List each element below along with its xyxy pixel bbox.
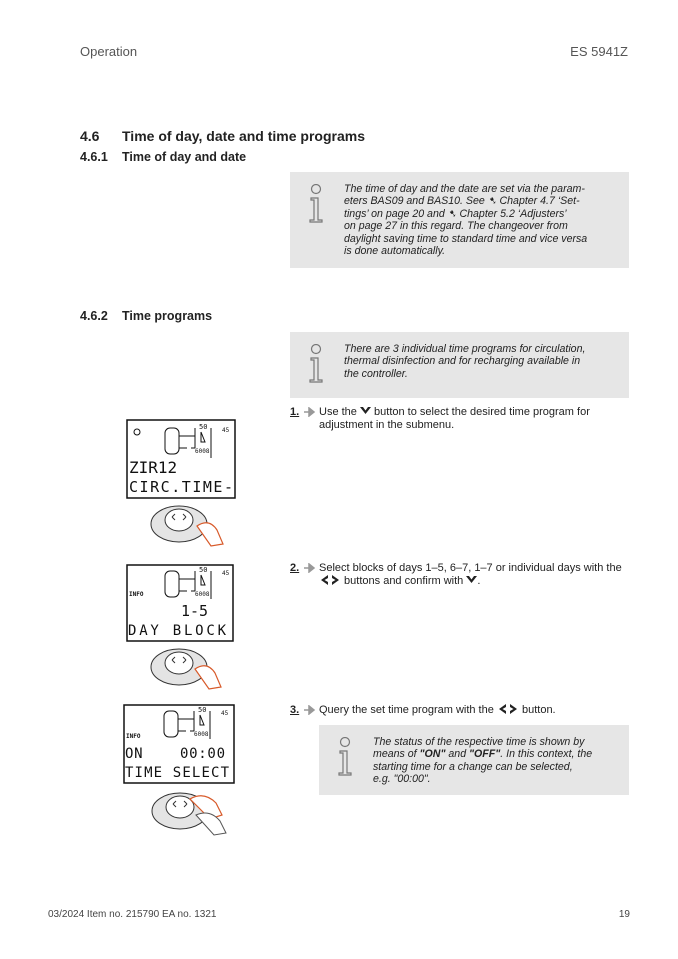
step-text-part: Select blocks of days 1–5, 6–7, 1–7 or individual days with the bbox=[319, 562, 622, 574]
section-heading bbox=[80, 128, 365, 144]
step-text-1 bbox=[319, 406, 590, 432]
chevron-down-icon bbox=[466, 575, 477, 585]
subsection-number-1: 4.6.1 bbox=[80, 150, 108, 164]
info-line: The time of day and the date are set via the param- bbox=[344, 183, 585, 195]
step-2 bbox=[290, 562, 630, 592]
display-line-1: ZIR12 bbox=[129, 458, 178, 477]
header-doc-id: ES 5941Z bbox=[570, 44, 628, 59]
on-label: "ON" bbox=[419, 748, 446, 761]
display-side: 45 bbox=[221, 710, 229, 717]
info-line: . In this context, the bbox=[500, 748, 593, 761]
controller-display-3 bbox=[122, 703, 247, 838]
display-small: 6008 bbox=[195, 448, 210, 455]
subsection-title-2: Time programs bbox=[122, 309, 213, 323]
info-line: The status of the respective time is shown by bbox=[373, 736, 585, 748]
info-text-3 bbox=[373, 736, 619, 786]
info-line: tings’ on page 20 and ➷ Chapter 5.2 ‘Adjusters’ bbox=[344, 207, 567, 220]
step-text-part: button to select the desired time program for bbox=[370, 406, 590, 418]
info-line: starting time for a change can be selected, bbox=[373, 760, 573, 773]
finger-icon bbox=[196, 813, 226, 835]
off-label: "OFF" bbox=[469, 748, 501, 761]
info-box-1 bbox=[290, 172, 629, 268]
subsection-number-2: 4.6.2 bbox=[80, 309, 108, 323]
display-number: 50 bbox=[199, 423, 208, 431]
display-line-2: DAY BLOCK bbox=[128, 623, 226, 639]
step-1 bbox=[290, 406, 630, 436]
chevron-left-icon bbox=[319, 575, 330, 585]
section-number: 4.6 bbox=[80, 128, 100, 144]
display-number: 50 bbox=[199, 566, 208, 574]
step-3 bbox=[290, 704, 630, 720]
info-box-3 bbox=[319, 725, 629, 795]
subsection-heading-2 bbox=[80, 309, 212, 323]
info-icon bbox=[308, 184, 328, 224]
subsection-title-1: Time of day and date bbox=[122, 150, 247, 164]
chevron-down-icon bbox=[360, 406, 371, 416]
info-line: e.g. "00:00". bbox=[373, 773, 431, 786]
display-line-2: TIME SELECT bbox=[125, 765, 229, 781]
step-text-part: adjustment in the submenu. bbox=[319, 419, 455, 431]
info-box-2 bbox=[290, 332, 629, 398]
info-line: on page 27 in this regard. The changeover from bbox=[344, 220, 568, 233]
info-line: the controller. bbox=[344, 367, 408, 380]
info-icon bbox=[337, 737, 357, 777]
info-text-1 bbox=[344, 183, 619, 257]
step-text-part: button. bbox=[518, 704, 556, 716]
info-line: daylight saving time to standard time and vice versa bbox=[344, 232, 588, 245]
chevron-right-icon bbox=[508, 704, 519, 714]
step-arrow-icon bbox=[304, 407, 316, 417]
controller-display-1 bbox=[125, 418, 245, 548]
step-number-2: 2. bbox=[290, 562, 300, 574]
step-text-part: buttons and confirm with bbox=[341, 575, 467, 587]
info-line: thermal disinfection and for recharging available in bbox=[344, 355, 581, 368]
page-number: 19 bbox=[618, 909, 630, 920]
info-line: is done automatically. bbox=[344, 245, 446, 258]
info-line: means of bbox=[373, 748, 420, 761]
footer-info: 03/2024 Item no. 215790 EA no. 1321 bbox=[48, 909, 217, 920]
info-icon bbox=[308, 344, 328, 384]
step-arrow-icon bbox=[304, 563, 316, 573]
dial-center bbox=[165, 509, 193, 531]
info-line: and bbox=[445, 748, 470, 761]
step-number-1: 1. bbox=[290, 406, 300, 418]
step-arrow-icon bbox=[304, 705, 316, 715]
step-text-part: Query the set time program with the bbox=[319, 704, 497, 716]
display-number: 50 bbox=[198, 706, 207, 714]
info-line: There are 3 individual time programs for circulation, bbox=[344, 343, 586, 355]
header-section: Operation bbox=[80, 44, 138, 59]
display-line-1: 1-5 bbox=[181, 602, 209, 620]
display-small: 6008 bbox=[195, 591, 210, 598]
chevron-left-icon bbox=[497, 704, 508, 714]
section-title: Time of day, date and time programs bbox=[122, 128, 365, 144]
step-text-part: Use the bbox=[319, 406, 360, 418]
subsection-heading-1 bbox=[80, 150, 246, 164]
info-text-2 bbox=[344, 343, 619, 380]
display-side: 45 bbox=[222, 427, 230, 434]
controller-display-2 bbox=[125, 563, 245, 693]
display-line-2: CIRC.TIME- bbox=[129, 478, 233, 496]
dial-center bbox=[165, 652, 193, 674]
display-top-label: INFO bbox=[126, 733, 141, 740]
display-line-1: ON 00:00 bbox=[125, 746, 225, 762]
step-text-part: . bbox=[477, 575, 481, 587]
step-number-3: 3. bbox=[290, 704, 300, 716]
step-text-2 bbox=[319, 562, 622, 588]
step-text-3 bbox=[319, 704, 556, 717]
chevron-right-icon bbox=[330, 575, 341, 585]
display-side: 45 bbox=[222, 570, 230, 577]
display-small: 6008 bbox=[194, 731, 209, 738]
display-top-label: INFO bbox=[129, 591, 144, 598]
info-line: eters BAS09 and BAS10. See ➷ Chapter 4.7 ‘Set- bbox=[344, 195, 580, 208]
